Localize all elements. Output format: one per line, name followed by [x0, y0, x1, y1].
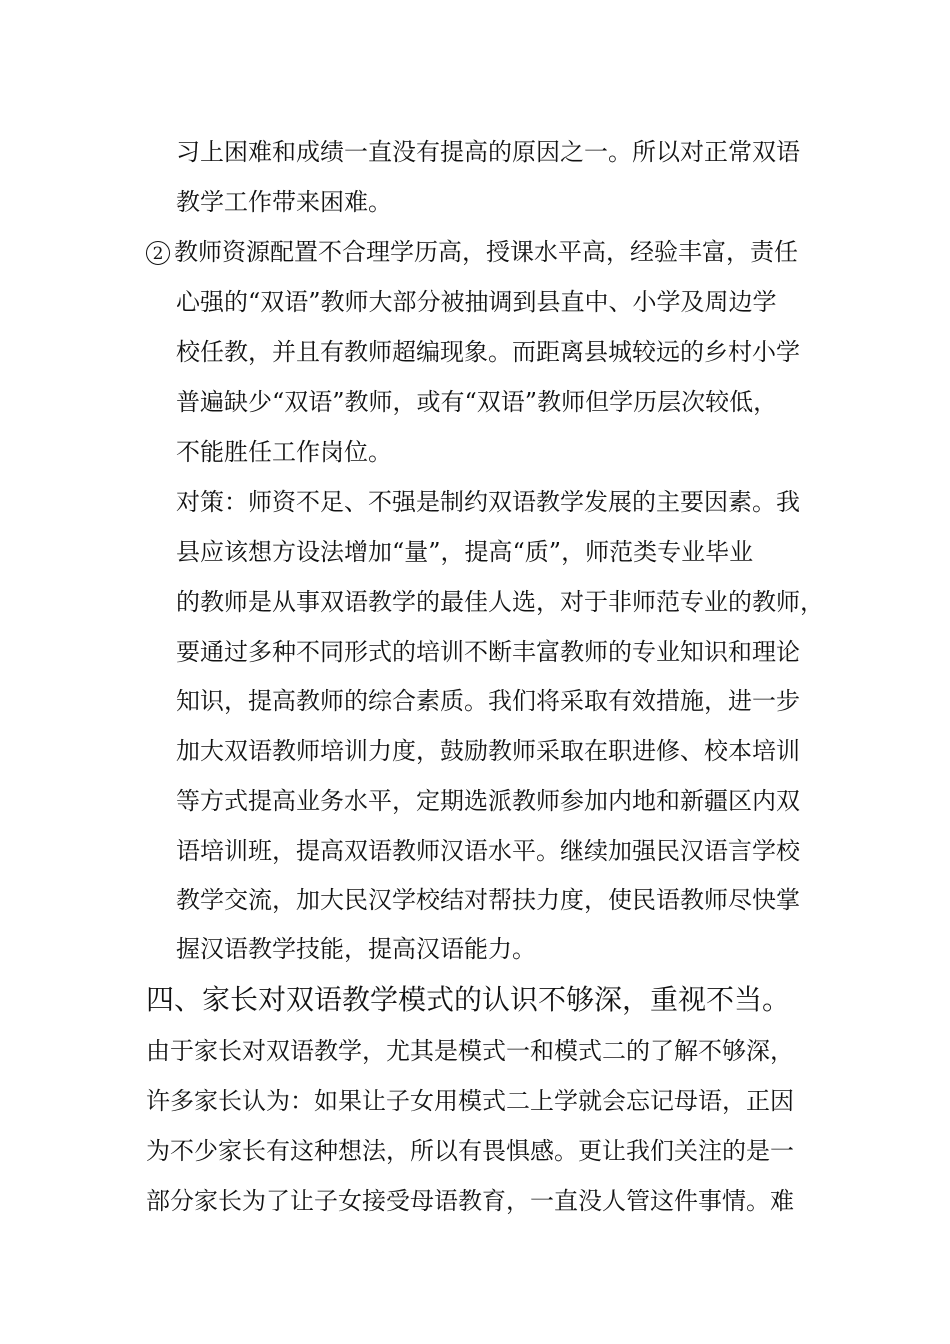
text-line: 对策：师资不足、不强是制约双语教学发展的主要因素。我 [176, 488, 800, 516]
text-line: 等方式提高业务水平，定期选派教师参加内地和新疆区内双 [176, 787, 800, 815]
text-line: 县应该想方设法增加“量”，提高“质”，师范类专业毕业 [176, 538, 754, 566]
text-line: 教学交流，加大民汉学校结对帮扶力度，使民语教师尽快掌 [176, 886, 800, 914]
text-line: 语培训班，提高双语教师汉语水平。继续加强民汉语言学校 [176, 837, 800, 865]
text-line: 加大双语教师培训力度，鼓励教师采取在职进修、校本培训 [176, 737, 800, 765]
text-line: 为不少家长有这种想法，所以有畏惧感。更让我们关注的是一 [146, 1137, 794, 1165]
text-line: 的教师是从事双语教学的最佳人选，对于非师范专业的教师， [176, 588, 824, 616]
section-heading: 四、家长对双语教学模式的认识不够深，重视不当。 [146, 983, 791, 1016]
text-line: 心强的“双语”教师大部分被抽调到县直中、小学及周边学 [176, 288, 777, 316]
text-line: 教师资源配置不合理学历高，授课水平高，经验丰富，责任 [174, 238, 798, 266]
text-line: 普遍缺少“双语”教师，或有“双语”教师但学历层次较低， [176, 388, 778, 416]
list-item-2 [146, 237, 798, 267]
text-line: 校任教，并且有教师超编现象。而距离县城较远的乡村小学 [176, 338, 800, 366]
text-line: 习上困难和成绩一直没有提高的原因之一。所以对正常双语 [176, 138, 800, 166]
text-line: 由于家长对双语教学，尤其是模式一和模式二的了解不够深， [146, 1037, 794, 1065]
circled-number: 2 [146, 241, 170, 265]
text-line: 部分家长为了让子女接受母语教育，一直没人管这件事情。难 [146, 1187, 794, 1215]
text-line: 教学工作带来困难。 [176, 188, 392, 216]
text-line: 握汉语教学技能，提高汉语能力。 [176, 935, 536, 963]
text-line: 许多家长认为：如果让子女用模式二上学就会忘记母语，正因 [146, 1087, 794, 1115]
text-line: 要通过多种不同形式的培训不断丰富教师的专业知识和理论 [176, 638, 800, 666]
text-line: 知识，提高教师的综合素质。我们将采取有效措施，进一步 [176, 687, 800, 715]
text-line: 不能胜任工作岗位。 [176, 438, 392, 466]
